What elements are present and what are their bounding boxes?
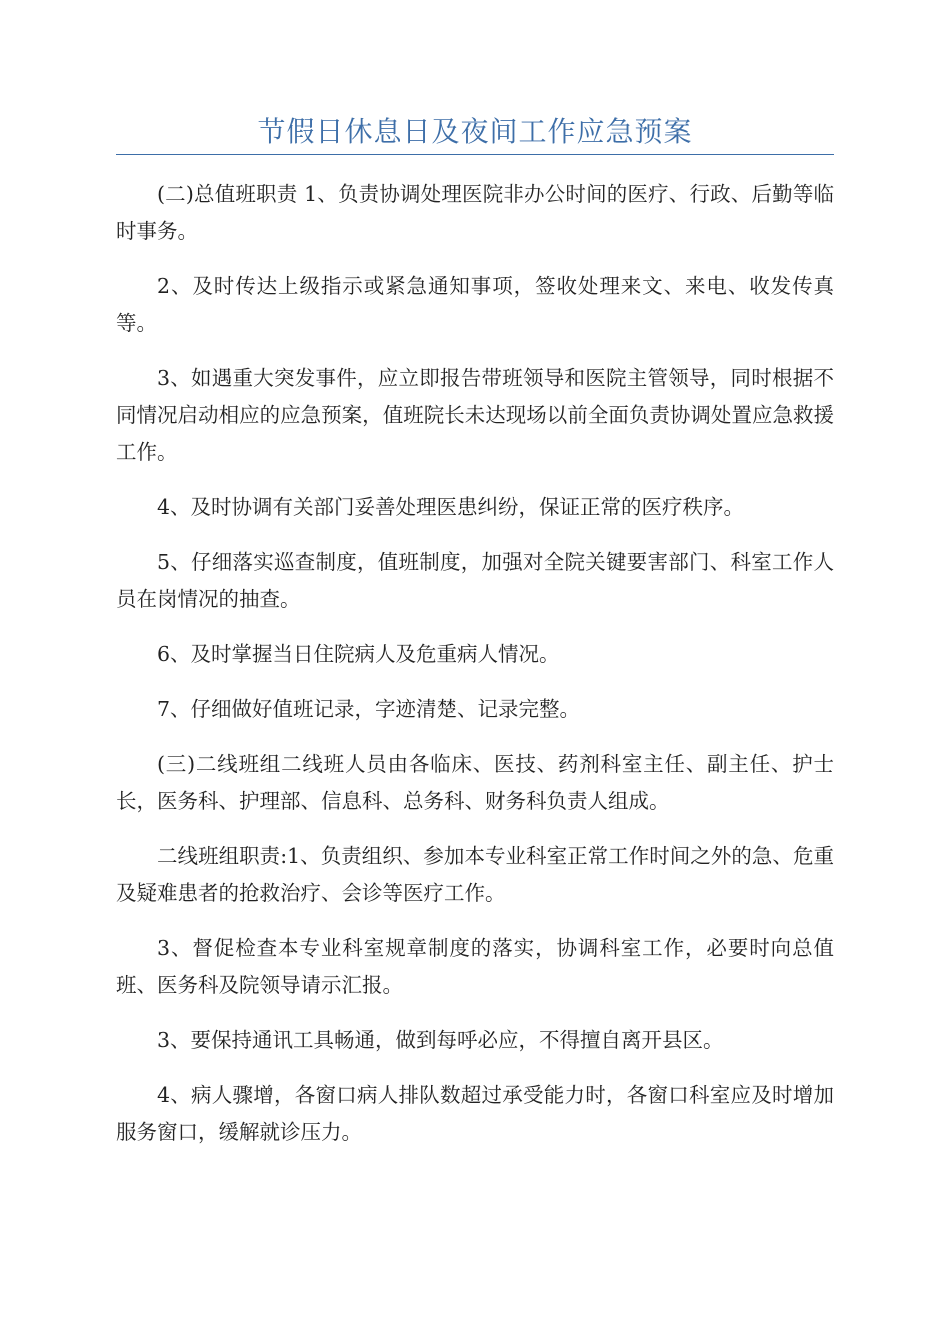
paragraph-5: 5、仔细落实巡查制度，值班制度，加强对全院关键要害部门、科室工作人员在岗情况的抽查。 <box>116 550 834 611</box>
paragraph-12: 4、病人骤增，各窗口病人排队数超过承受能力时，各窗口科室应及时增加服务窗口，缓解就诊压力。 <box>116 1083 834 1144</box>
document-body <box>116 176 834 1169</box>
paragraph-9: 二线班组职责:1、负责组织、参加本专业科室正常工作时间之外的急、危重及疑难患者的抢救治疗、会诊等医疗工作。 <box>116 844 834 905</box>
paragraph-2: 2、及时传达上级指示或紧急通知事项，签收处理来文、来电、收发传真等。 <box>116 274 834 335</box>
paragraph-3: 3、如遇重大突发事件，应立即报告带班领导和医院主管领导，同时根据不同情况启动相应的应急预案，值班院长未达现场以前全面负责协调处置应急救援工作。 <box>116 366 834 464</box>
document-title: 节假日休息日及夜间工作应急预案 <box>257 115 693 148</box>
paragraph-11: 3、要保持通讯工具畅通，做到每呼必应，不得擅自离开县区。 <box>157 1028 724 1052</box>
paragraph-10: 3、督促检查本专业科室规章制度的落实，协调科室工作，必要时向总值班、医务科及院领导请示汇报。 <box>116 936 834 997</box>
paragraph-7: 7、仔细做好值班记录，字迹清楚、记录完整。 <box>157 697 581 721</box>
paragraph-8: (三)二线班组二线班人员由各临床、医技、药剂科室主任、副主任、护士长，医务科、护理部、信息科、总务科、财务科负责人组成。 <box>116 752 834 813</box>
title-underline <box>116 154 834 155</box>
paragraph-4: 4、及时协调有关部门妥善处理医患纠纷，保证正常的医疗秩序。 <box>157 495 745 519</box>
paragraph-6: 6、及时掌握当日住院病人及危重病人情况。 <box>157 642 560 666</box>
paragraph-1: (二)总值班职责 1、负责协调处理医院非办公时间的医疗、行政、后勤等临时事务。 <box>116 182 834 243</box>
